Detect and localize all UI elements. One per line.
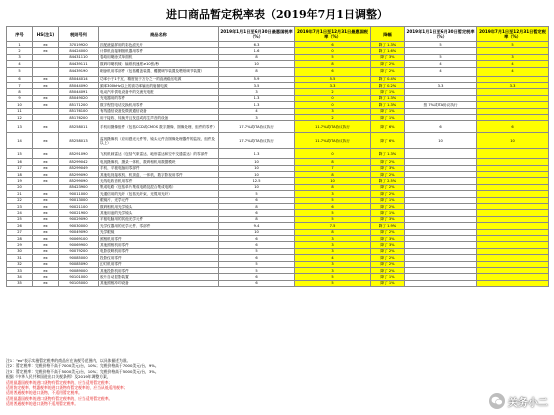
- cell-name: 其他用途的光学镜头: [99, 210, 219, 216]
- cell-no: 16: [7, 159, 33, 165]
- cell-no: 6: [7, 76, 33, 82]
- cell-no: 33: [7, 267, 33, 273]
- cell-hs: ex: [33, 178, 59, 184]
- cell-tmp1: 4: [405, 61, 477, 67]
- cell-mfn2: 3: [295, 267, 371, 273]
- cell-mfn2: 2: [295, 89, 371, 95]
- table-row: [7, 121, 549, 133]
- cell-name: 飞机机载雷达（包括气象雷达、地形雷达和空中交通雷达）的零部件: [99, 149, 219, 159]
- cell-mfn2: 2: [295, 114, 371, 120]
- cell-hs: ex: [33, 172, 59, 178]
- cell-name: 光学仪器用的光学元件、零部件: [99, 223, 219, 229]
- cell-cut: 降了 1.3%: [371, 42, 405, 48]
- cell-cut: 降了 2%: [371, 184, 405, 190]
- cell-mfn2: 0: [295, 95, 371, 101]
- cell-code: 90085000: [59, 255, 99, 261]
- cell-code: 85299090: [59, 172, 99, 178]
- cell-mfn1: 5: [219, 248, 295, 254]
- cell-name: 其他电视接收机、机顶盒、一体机，数字影视用零件: [99, 172, 219, 178]
- cell-mfn1: 9.4: [219, 223, 295, 229]
- cell-cut: 降了 1.6%: [371, 48, 405, 54]
- cell-tmp1: 5: [405, 54, 477, 60]
- cell-mfn1: 1.6: [219, 48, 295, 54]
- cell-name: 幻灯机用零件: [99, 261, 219, 267]
- cell-cut: 降了 2%: [371, 229, 405, 235]
- footnote-line: 适用普通税率的进口货物不适用暂定税率。: [6, 401, 79, 407]
- cell-cut: 降了 2%: [371, 261, 405, 267]
- cell-code: 90013000: [59, 197, 99, 203]
- cell-mfn2: 11.7%或ITA协议执行: [295, 121, 371, 133]
- cell-cut: 降了 6%: [371, 121, 405, 133]
- cell-hs: ex: [33, 204, 59, 210]
- cell-name: 卷给用刷涂式单面机: [99, 54, 219, 60]
- cell-mfn1: 3.5: [219, 82, 295, 88]
- cell-name: 充电器用的零件: [99, 95, 219, 101]
- col-header-mfn2: 2019年7月1日至12月31日最惠国税率（%）: [295, 27, 371, 42]
- cell-name: 计算机直接制版机器用零件: [99, 48, 219, 54]
- cell-code: 85258013: [59, 133, 99, 149]
- cell-code: 90021100: [59, 204, 99, 210]
- cell-no: 3: [7, 54, 33, 60]
- cell-code: 90021900: [59, 210, 99, 216]
- cell-cut: 降了 2%: [371, 267, 405, 273]
- cell-hs: ex: [33, 261, 59, 267]
- col-header-no: 序号: [7, 27, 33, 42]
- cell-tmp1: [405, 149, 477, 159]
- cell-code: 84439190: [59, 67, 99, 76]
- cell-mfn1: 6: [219, 255, 295, 261]
- cell-hs: ex: [33, 95, 59, 101]
- cell-mfn2: 5: [295, 216, 371, 222]
- cell-cut: 降了 1.3%: [371, 149, 405, 159]
- cell-no: 29: [7, 242, 33, 248]
- cell-mfn2: 10: [295, 178, 371, 184]
- cell-cut: 降了 2%: [371, 159, 405, 165]
- cell-code: 85171200: [59, 102, 99, 108]
- cell-name: 无线电收音机用零件: [99, 178, 219, 184]
- cell-mfn1: 5: [219, 261, 295, 267]
- cell-mfn2: 8: [295, 61, 371, 67]
- cell-mfn2: 0: [295, 48, 371, 54]
- page-title: 进口商品暂定税率表（2019年7月1日调整）: [166, 8, 388, 21]
- cell-hs: ex: [33, 82, 59, 88]
- cell-hs: ex: [33, 191, 59, 197]
- cell-mfn1: 8: [219, 216, 295, 222]
- cell-code: 85044014: [59, 76, 99, 82]
- cell-cut: 降了 1.3%: [371, 95, 405, 101]
- cell-cut: 降了 2%: [371, 67, 405, 76]
- cell-cut: 降了 1%: [371, 197, 405, 203]
- cell-name: 手机、平板电脑用零部件: [99, 165, 219, 171]
- cell-no: 2: [7, 48, 33, 54]
- cell-cut: 降了 0.4%: [371, 76, 405, 82]
- cell-mfn2: 3.3: [295, 82, 371, 88]
- cell-name: 有线通信设备及微波通信设备: [99, 108, 219, 114]
- cell-name: 电影放映机用零件: [99, 248, 219, 254]
- cell-no: 26: [7, 223, 33, 229]
- cell-tmp1: [405, 280, 477, 286]
- cell-hs: ex: [33, 48, 59, 54]
- cell-tmp1: 3.3: [405, 82, 477, 88]
- cell-mfn1: 3: [219, 114, 295, 120]
- cell-cut: 降了 3%: [371, 235, 405, 241]
- cell-mfn1: 10: [219, 165, 295, 171]
- table-row: [7, 67, 549, 76]
- cell-no: 22: [7, 197, 33, 203]
- table-row: [7, 280, 549, 286]
- footnote-line: 适用协定税率、特惠税率的进口货物有暂定税率的，应当从低适用税率；: [6, 385, 128, 391]
- cell-code: 85299042: [59, 159, 99, 165]
- cell-cut: 降了 1.9%: [371, 223, 405, 229]
- cell-tmp1: 按 7%或ITA协议执行: [405, 102, 477, 108]
- cell-hs: ex: [33, 42, 59, 48]
- cell-no: 27: [7, 229, 33, 235]
- cell-mfn2: 3: [295, 261, 371, 267]
- cell-tmp2: 5: [477, 42, 549, 48]
- cell-no: 30: [7, 248, 33, 254]
- col-header-name: 商品名称: [99, 27, 219, 42]
- cell-code: 90029090: [59, 216, 99, 222]
- cell-mfn2: 8: [295, 229, 371, 235]
- cell-mfn2: 6: [295, 204, 371, 210]
- cell-tmp1: 4: [405, 67, 477, 76]
- table-header-row: [7, 27, 549, 42]
- cell-cut: 降了 2%: [371, 248, 405, 254]
- footnote-line: 注2：暂定税率：完税价格不高于7000美元/台，10%；完税价格高于7000美元/台，9%。: [6, 363, 159, 369]
- cell-mfn1: 1.3: [219, 102, 295, 108]
- cell-mfn2: 5: [295, 54, 371, 60]
- cell-cut: 降了 2%: [371, 172, 405, 178]
- cell-hs: ex: [33, 121, 59, 133]
- cell-code: 85299049: [59, 165, 99, 171]
- cell-code: 84439111: [59, 61, 99, 67]
- cell-cut: 降了 3%: [371, 242, 405, 248]
- cell-mfn1: 1.3: [219, 95, 295, 101]
- footnote-line: 适用普通税率的进口货物，不适用暂定税率。: [6, 390, 82, 396]
- cell-tmp2: 4: [477, 67, 549, 76]
- cell-cut: 降了 2%: [371, 204, 405, 210]
- cell-no: 7: [7, 82, 33, 88]
- cell-mfn2: 4: [295, 255, 371, 261]
- cell-code: 85044090: [59, 82, 99, 88]
- cell-mfn1: 4: [219, 108, 295, 114]
- cell-code: 85291090: [59, 149, 99, 159]
- cell-name: 平板电脑用的其他光学元件: [99, 216, 219, 222]
- cell-hs: ex: [33, 274, 59, 280]
- cell-no: 10: [7, 102, 33, 108]
- cell-tmp2: 4: [477, 61, 549, 67]
- cell-name: 其他照相冲印设备: [99, 280, 219, 286]
- cell-no: 17: [7, 165, 33, 171]
- cell-mfn2: 5: [295, 280, 371, 286]
- cell-mfn2: 5: [295, 210, 371, 216]
- cell-name: 监视摄像机（应用感光元件等，镜头元件含图像处理器件的监视，组件及以上）: [99, 133, 219, 149]
- table-row: [7, 133, 549, 149]
- cell-cut: 降了 1%: [371, 274, 405, 280]
- cell-mfn1: 6.3: [219, 42, 295, 48]
- cell-code: 90030000: [59, 223, 99, 229]
- cell-mfn1: 17.7%或ITA协议执行: [219, 121, 295, 133]
- cell-no: 12: [7, 114, 33, 120]
- cell-code: 85423900: [59, 184, 99, 190]
- cell-code: 84431110: [59, 54, 99, 60]
- footnote-line: 注3：暂定税率：完税价格不高于5000美元/台，10%；完税价格高于5000美元/台，3%。: [6, 368, 159, 374]
- cell-name: 用于接收、转换并且发送或再生声音的设备: [99, 114, 219, 120]
- cell-hs: ex: [33, 149, 59, 159]
- cell-tmp2: [477, 149, 549, 159]
- cell-mfn2: 5: [295, 197, 371, 203]
- cell-name: 胶片自动显影装置: [99, 274, 219, 280]
- cell-hs: ex: [33, 76, 59, 82]
- cell-mfn2: 8: [295, 184, 371, 190]
- cell-name: 光学眼镜: [99, 229, 219, 235]
- cell-mfn2: 7: [295, 165, 371, 171]
- cell-no: 11: [7, 108, 33, 114]
- cell-name: 照相机用零件: [99, 235, 219, 241]
- cell-cut: 降了 2.5%: [371, 178, 405, 184]
- cell-no: 20: [7, 184, 33, 190]
- cell-cut: 降了 1%: [371, 114, 405, 120]
- cell-hs: ex: [33, 159, 59, 165]
- cell-hs: ex: [33, 235, 59, 241]
- cell-hs: ex: [33, 102, 59, 108]
- cell-mfn2: 6: [295, 42, 371, 48]
- cell-code: 85258011: [59, 121, 99, 133]
- cell-hs: ex: [33, 197, 59, 203]
- footnote-line: 适用最惠国税率的进口货物有暂定税率的，应当适用暂定税率；: [6, 379, 113, 385]
- cell-mfn2: 8: [295, 159, 371, 165]
- cell-mfn1: 8: [219, 204, 295, 210]
- cell-cut: 降了 1%: [371, 280, 405, 286]
- col-header-cut: 降幅: [371, 27, 405, 42]
- cell-hs: ex: [33, 248, 59, 254]
- cell-name: 光通信用的光纤（包括光纤束、光缆用光纤）: [99, 191, 219, 197]
- cell-tmp1: 10: [405, 133, 477, 149]
- cell-cut: 降了 0.2%: [371, 82, 405, 88]
- tariff-table: [6, 26, 549, 287]
- table-row: [7, 149, 549, 159]
- cell-mfn2: 3: [295, 235, 371, 241]
- cell-code: 90089000: [59, 267, 99, 273]
- cell-mfn1: 3: [219, 89, 295, 95]
- cell-name: 投影仪用零件: [99, 255, 219, 261]
- cell-mfn1: 10: [219, 184, 295, 190]
- cell-no: 21: [7, 191, 33, 197]
- cell-mfn2: 11.7%或ITA协议执行: [295, 133, 371, 149]
- cell-no: 9: [7, 95, 33, 101]
- cell-no: 18: [7, 172, 33, 178]
- cell-mfn2: 7.5: [295, 223, 371, 229]
- cell-cut: 降了 3%: [371, 216, 405, 222]
- cell-mfn2: 6: [295, 67, 371, 76]
- cell-no: 5: [7, 67, 33, 76]
- cell-mfn1: 6: [219, 242, 295, 248]
- cell-mfn1: 10: [219, 61, 295, 67]
- cell-mfn1: 6: [219, 210, 295, 216]
- col-header-tmp2: 2019年7月1日至12月31日暂定税率（%）: [477, 27, 549, 42]
- cell-cut: 降了 1%: [371, 89, 405, 95]
- cell-no: 28: [7, 235, 33, 241]
- cell-name: 频率300kHz以上的高功率输出的射频电源: [99, 82, 219, 88]
- watermark-text: 关务小二: [508, 397, 548, 409]
- cell-hs: ex: [33, 165, 59, 171]
- cell-name: 电动汽车供电设备中的交流充电桩: [99, 89, 219, 95]
- footnote-line: 注1："ex"表示实施暂定税率的商品应在该税号范围内，以具体描述为准。: [6, 358, 131, 363]
- cell-code: 90011000: [59, 191, 99, 197]
- cell-no: 1: [7, 42, 33, 48]
- cell-mfn1: 10: [219, 159, 295, 165]
- cell-mfn2: 5.5: [295, 76, 371, 82]
- col-header-code: 税则号列: [59, 27, 99, 42]
- cell-name: 集成电路（包括单片集成电路及混合集成电路）: [99, 184, 219, 190]
- cell-name: 功率小于1千瓦、精度低于万分之一的直流稳压电源: [99, 76, 219, 82]
- cell-name: 匹配液晶屏用的彩色滤光片: [99, 42, 219, 48]
- cell-mfn1: 8: [219, 54, 295, 60]
- cell-tmp1: 5: [405, 42, 477, 48]
- cell-hs: ex: [33, 133, 59, 149]
- footnote-line: 根据《中华人民共和国进出口关税条例》及2019年调整方案，: [6, 374, 111, 380]
- cell-name: 数码印刷机械：输纸机速度≥10张/秒: [99, 61, 219, 67]
- cell-tmp2: 10: [477, 133, 549, 149]
- cell-no: 13: [7, 121, 33, 133]
- cell-cut: 降了 1%: [371, 210, 405, 216]
- wechat-icon: [489, 393, 505, 409]
- cell-code: 85044091: [59, 89, 99, 95]
- cell-mfn1: 12.5: [219, 178, 295, 184]
- cell-cut: 降了 6%: [371, 133, 405, 149]
- cell-code: 90049090: [59, 229, 99, 235]
- cell-code: 84424000: [59, 48, 99, 54]
- cell-code: 37019920: [59, 42, 99, 48]
- cell-mfn1: 6: [219, 235, 295, 241]
- cell-code: 90085090: [59, 261, 99, 267]
- col-header-tmp1: 2019年1月1日至6月30日暂定税率（%）: [405, 27, 477, 42]
- cell-code: 90105000: [59, 280, 99, 286]
- cell-code: 85176100: [59, 108, 99, 114]
- cell-mfn2: 3: [295, 108, 371, 114]
- cell-no: 23: [7, 204, 33, 210]
- cell-hs: ex: [33, 210, 59, 216]
- col-header-mfn1: 2019年1月1日至6月30日最惠国税率（%）: [219, 27, 295, 42]
- cell-name: 刷涂机用零部件（包括覆盖装置、覆膜调节装置及喂纸调节装置）: [99, 67, 219, 76]
- cell-name: 手机用摄像组件（包括CCD或CMOS 数字摄像、图像处理、组件的零件）: [99, 121, 219, 133]
- cell-code: 85049020: [59, 95, 99, 101]
- cell-tmp2: [477, 280, 549, 286]
- cell-cut: 降了 3%: [371, 165, 405, 171]
- cell-mfn2: 0: [295, 149, 371, 159]
- cell-hs: ex: [33, 229, 59, 235]
- cell-name: 眼镜片、光学元件: [99, 197, 219, 203]
- cell-name: 数字程控电话交换机用零件: [99, 102, 219, 108]
- cell-mfn2: 5: [295, 274, 371, 280]
- cell-no: 8: [7, 89, 33, 95]
- col-header-hs: HS(注1): [33, 27, 59, 42]
- cell-mfn1: 17.7%或ITA协议执行: [219, 133, 295, 149]
- cell-tmp2: 3.3: [477, 82, 549, 88]
- cell-no: 14: [7, 133, 33, 149]
- cell-hs: ex: [33, 255, 59, 261]
- cell-no: 15: [7, 149, 33, 159]
- cell-code: 90101000: [59, 274, 99, 280]
- cell-mfn2: 8: [295, 172, 371, 178]
- cell-no: 35: [7, 280, 33, 286]
- cell-tmp2: 3: [477, 54, 549, 60]
- cell-mfn1: 5.9: [219, 76, 295, 82]
- cell-no: 31: [7, 255, 33, 261]
- cell-cut: 降了 1%: [371, 108, 405, 114]
- cell-mfn2: 3: [295, 242, 371, 248]
- cell-mfn2: 0: [295, 102, 371, 108]
- cell-cut: 降了 1.3%: [371, 102, 405, 108]
- cell-name: 数码相机用光学镜头: [99, 204, 219, 210]
- cell-tmp1: 6: [405, 121, 477, 133]
- cell-name: 电视摄像机、摄录一体机、数码相机用数据模块: [99, 159, 219, 165]
- footnote-line: 适用最惠国税率的进口货物有暂定税率的，应当适用暂定税率。: [6, 395, 113, 401]
- cell-no: 24: [7, 210, 33, 216]
- cell-mfn1: 10: [219, 172, 295, 178]
- cell-mfn1: 5: [219, 191, 295, 197]
- cell-hs: ex: [33, 216, 59, 222]
- cell-hs: ex: [33, 267, 59, 273]
- cell-cut: 降了 2%: [371, 255, 405, 261]
- cell-cut: 降了 3%: [371, 54, 405, 60]
- footnotes: [6, 358, 486, 407]
- table-body: [7, 42, 549, 287]
- cell-hs: ex: [33, 280, 59, 286]
- cell-code: 85176200: [59, 114, 99, 120]
- cell-mfn2: 3: [295, 191, 371, 197]
- cell-cut: 降了 2%: [371, 191, 405, 197]
- cell-no: 4: [7, 61, 33, 67]
- cell-tmp2: 6: [477, 121, 549, 133]
- cell-code: 90079200: [59, 248, 99, 254]
- cell-hs: ex: [33, 242, 59, 248]
- cell-mfn1: 5: [219, 267, 295, 273]
- cell-code: 85299090: [59, 178, 99, 184]
- cell-no: 32: [7, 261, 33, 267]
- cell-code: 90069100: [59, 235, 99, 241]
- cell-mfn1: 6: [219, 274, 295, 280]
- cell-no: 19: [7, 178, 33, 184]
- cell-mfn1: 10: [219, 229, 295, 235]
- cell-no: 34: [7, 274, 33, 280]
- cell-no: 25: [7, 216, 33, 222]
- cell-name: 其他投影机用零件: [99, 267, 219, 273]
- cell-code: 90069900: [59, 242, 99, 248]
- cell-mfn1: 8: [219, 67, 295, 76]
- cell-mfn1: 6: [219, 280, 295, 286]
- cell-mfn1: 1.3: [219, 149, 295, 159]
- cell-hs: ex: [33, 223, 59, 229]
- cell-mfn2: 3: [295, 248, 371, 254]
- cell-cut: 降了 2%: [371, 61, 405, 67]
- cell-name: 其他照相机用零件: [99, 242, 219, 248]
- cell-mfn1: 6: [219, 197, 295, 203]
- cell-hs: [33, 67, 59, 76]
- watermark: [489, 393, 548, 409]
